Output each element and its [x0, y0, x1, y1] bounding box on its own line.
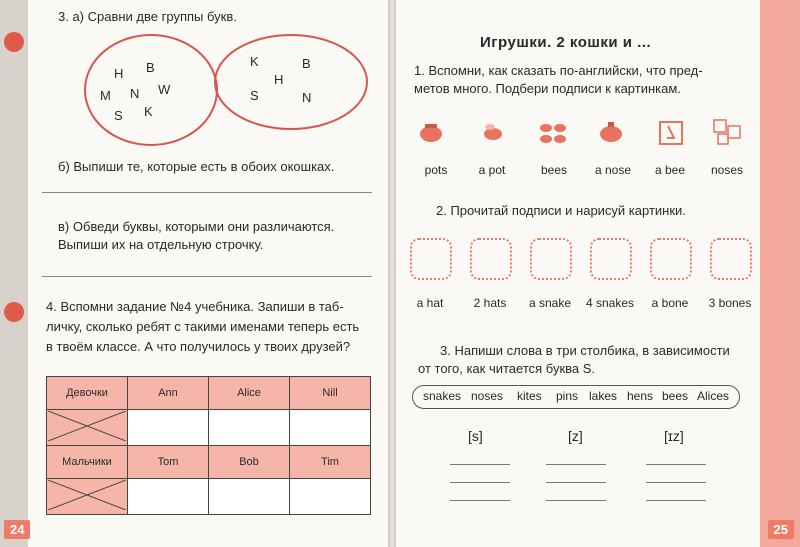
group2-letter: H: [274, 72, 284, 87]
table-cell: Ann: [128, 377, 209, 410]
left-page: [28, 0, 388, 547]
task2-caption: 2 hats: [473, 296, 507, 310]
crossed-cell: [47, 410, 128, 446]
group1-letter: H: [114, 66, 124, 81]
table-row: [47, 377, 371, 410]
names-table: [46, 376, 371, 515]
word-item: noses: [471, 389, 504, 403]
task2-text: 2. Прочитай подписи и нарисуй картинки.: [436, 203, 686, 218]
table-cell: Alice: [209, 377, 290, 410]
word-item: lakes: [589, 389, 618, 403]
page-title: Игрушки. 2 кошки и ...: [480, 34, 652, 51]
answer-cell[interactable]: [128, 410, 209, 446]
task4-line2: личку, сколько ребят с такими именами теперь есть: [46, 319, 360, 334]
drawing-box[interactable]: [530, 238, 572, 280]
word-item: kites: [517, 389, 542, 403]
right-margin: [760, 0, 800, 547]
group1-letter: K: [144, 104, 153, 119]
answer-cell[interactable]: [209, 479, 290, 515]
answer-line[interactable]: [546, 500, 606, 501]
task1-caption: a pot: [478, 163, 506, 177]
table-cell: Tim: [290, 446, 371, 479]
bee-icon: [478, 118, 508, 146]
group2-letter: N: [302, 90, 312, 105]
table-cell: Bob: [209, 446, 290, 479]
group1-letter: N: [130, 86, 140, 101]
answer-line[interactable]: [450, 464, 510, 465]
task1-caption: bees: [540, 163, 568, 177]
task2-caption: 4 snakes: [585, 296, 635, 310]
table-row: [47, 410, 371, 446]
table-row: [47, 446, 371, 479]
answer-line[interactable]: [450, 500, 510, 501]
table-cell: Tom: [128, 446, 209, 479]
decoration-icon: [4, 32, 24, 52]
word-item: snakes: [423, 389, 462, 403]
answer-line: [42, 276, 372, 277]
task2-caption: a bone: [651, 296, 689, 310]
task1-line2: метов много. Подбери подписи к картинкам.: [414, 81, 681, 96]
word-item: Alices: [697, 389, 730, 403]
pots-icon: [538, 118, 568, 146]
right-page: [396, 0, 760, 547]
page-number-right: 25: [768, 520, 794, 539]
word-item: bees: [662, 389, 689, 403]
table-row: [47, 479, 371, 515]
group2-letter: S: [250, 88, 259, 103]
cross-mark: [48, 480, 126, 510]
phonetic-iz: [ɪz]: [664, 428, 684, 444]
phonetic-s: [s]: [468, 428, 483, 444]
task2-caption: a hat: [416, 296, 444, 310]
answer-line[interactable]: [646, 464, 706, 465]
answer-line[interactable]: [646, 482, 706, 483]
noses-icon: [712, 118, 742, 146]
word-list-box: [412, 385, 740, 409]
answer-cell[interactable]: [290, 479, 371, 515]
drawing-box[interactable]: [650, 238, 692, 280]
task3-line2: от того, как читается буква S.: [418, 361, 596, 376]
answer-cell[interactable]: [209, 410, 290, 446]
group1-letter: B: [146, 60, 155, 75]
letter-group-2: [214, 34, 368, 130]
answer-line[interactable]: [546, 482, 606, 483]
page-number-left: 24: [4, 520, 30, 539]
task1-caption: noses: [710, 163, 744, 177]
answer-cell[interactable]: [290, 410, 371, 446]
drawing-box[interactable]: [710, 238, 752, 280]
task1-caption: a nose: [594, 163, 632, 177]
book-gutter: [388, 0, 396, 547]
task3-part-b: б) Выпиши те, которые есть в обоих окошках.: [58, 159, 335, 174]
task1-caption: a bee: [654, 163, 686, 177]
drawing-box[interactable]: [590, 238, 632, 280]
task2-caption: 3 bones: [708, 296, 752, 310]
answer-line[interactable]: [646, 500, 706, 501]
drawing-box[interactable]: [470, 238, 512, 280]
cross-mark: [48, 411, 126, 441]
group2-letter: K: [250, 54, 259, 69]
group2-letter: B: [302, 56, 311, 71]
table-cell: Nill: [290, 377, 371, 410]
task1-line1: 1. Вспомни, как сказать по-английски, что пред-: [414, 63, 703, 78]
word-item: pins: [556, 389, 579, 403]
task1-caption: pots: [424, 163, 448, 177]
pot-icon: [416, 118, 446, 146]
task4-line3: в твоём классе. А что получилось у твоих друзей?: [46, 339, 351, 354]
answer-line[interactable]: [450, 482, 510, 483]
task4-line1: 4. Вспомни задание №4 учебника. Запиши в таб-: [46, 299, 344, 314]
pot-icon: [596, 118, 626, 146]
phonetic-z: [z]: [568, 428, 583, 444]
nose-icon: [656, 118, 686, 146]
answer-line[interactable]: [546, 464, 606, 465]
left-margin: [0, 0, 28, 547]
answer-line: [42, 192, 372, 193]
cherry-icon: [4, 302, 24, 322]
task3-part-c-line2: Выпиши их на отдельную строчку.: [58, 237, 264, 252]
table-cell: Девочки: [47, 377, 128, 410]
group1-letter: M: [100, 88, 111, 103]
answer-cell[interactable]: [128, 479, 209, 515]
table-cell: Мальчики: [47, 446, 128, 479]
group1-letter: W: [158, 82, 171, 97]
task3-part-c-line1: в) Обведи буквы, которыми они различаются.: [58, 219, 335, 234]
task2-caption: a snake: [528, 296, 572, 310]
task3-header: 3. а) Сравни две группы букв.: [58, 9, 237, 24]
task3-line1: 3. Напиши слова в три столбика, в зависимости: [440, 343, 730, 358]
crossed-cell: [47, 479, 128, 515]
word-item: hens: [627, 389, 654, 403]
group1-letter: S: [114, 108, 123, 123]
drawing-box[interactable]: [410, 238, 452, 280]
